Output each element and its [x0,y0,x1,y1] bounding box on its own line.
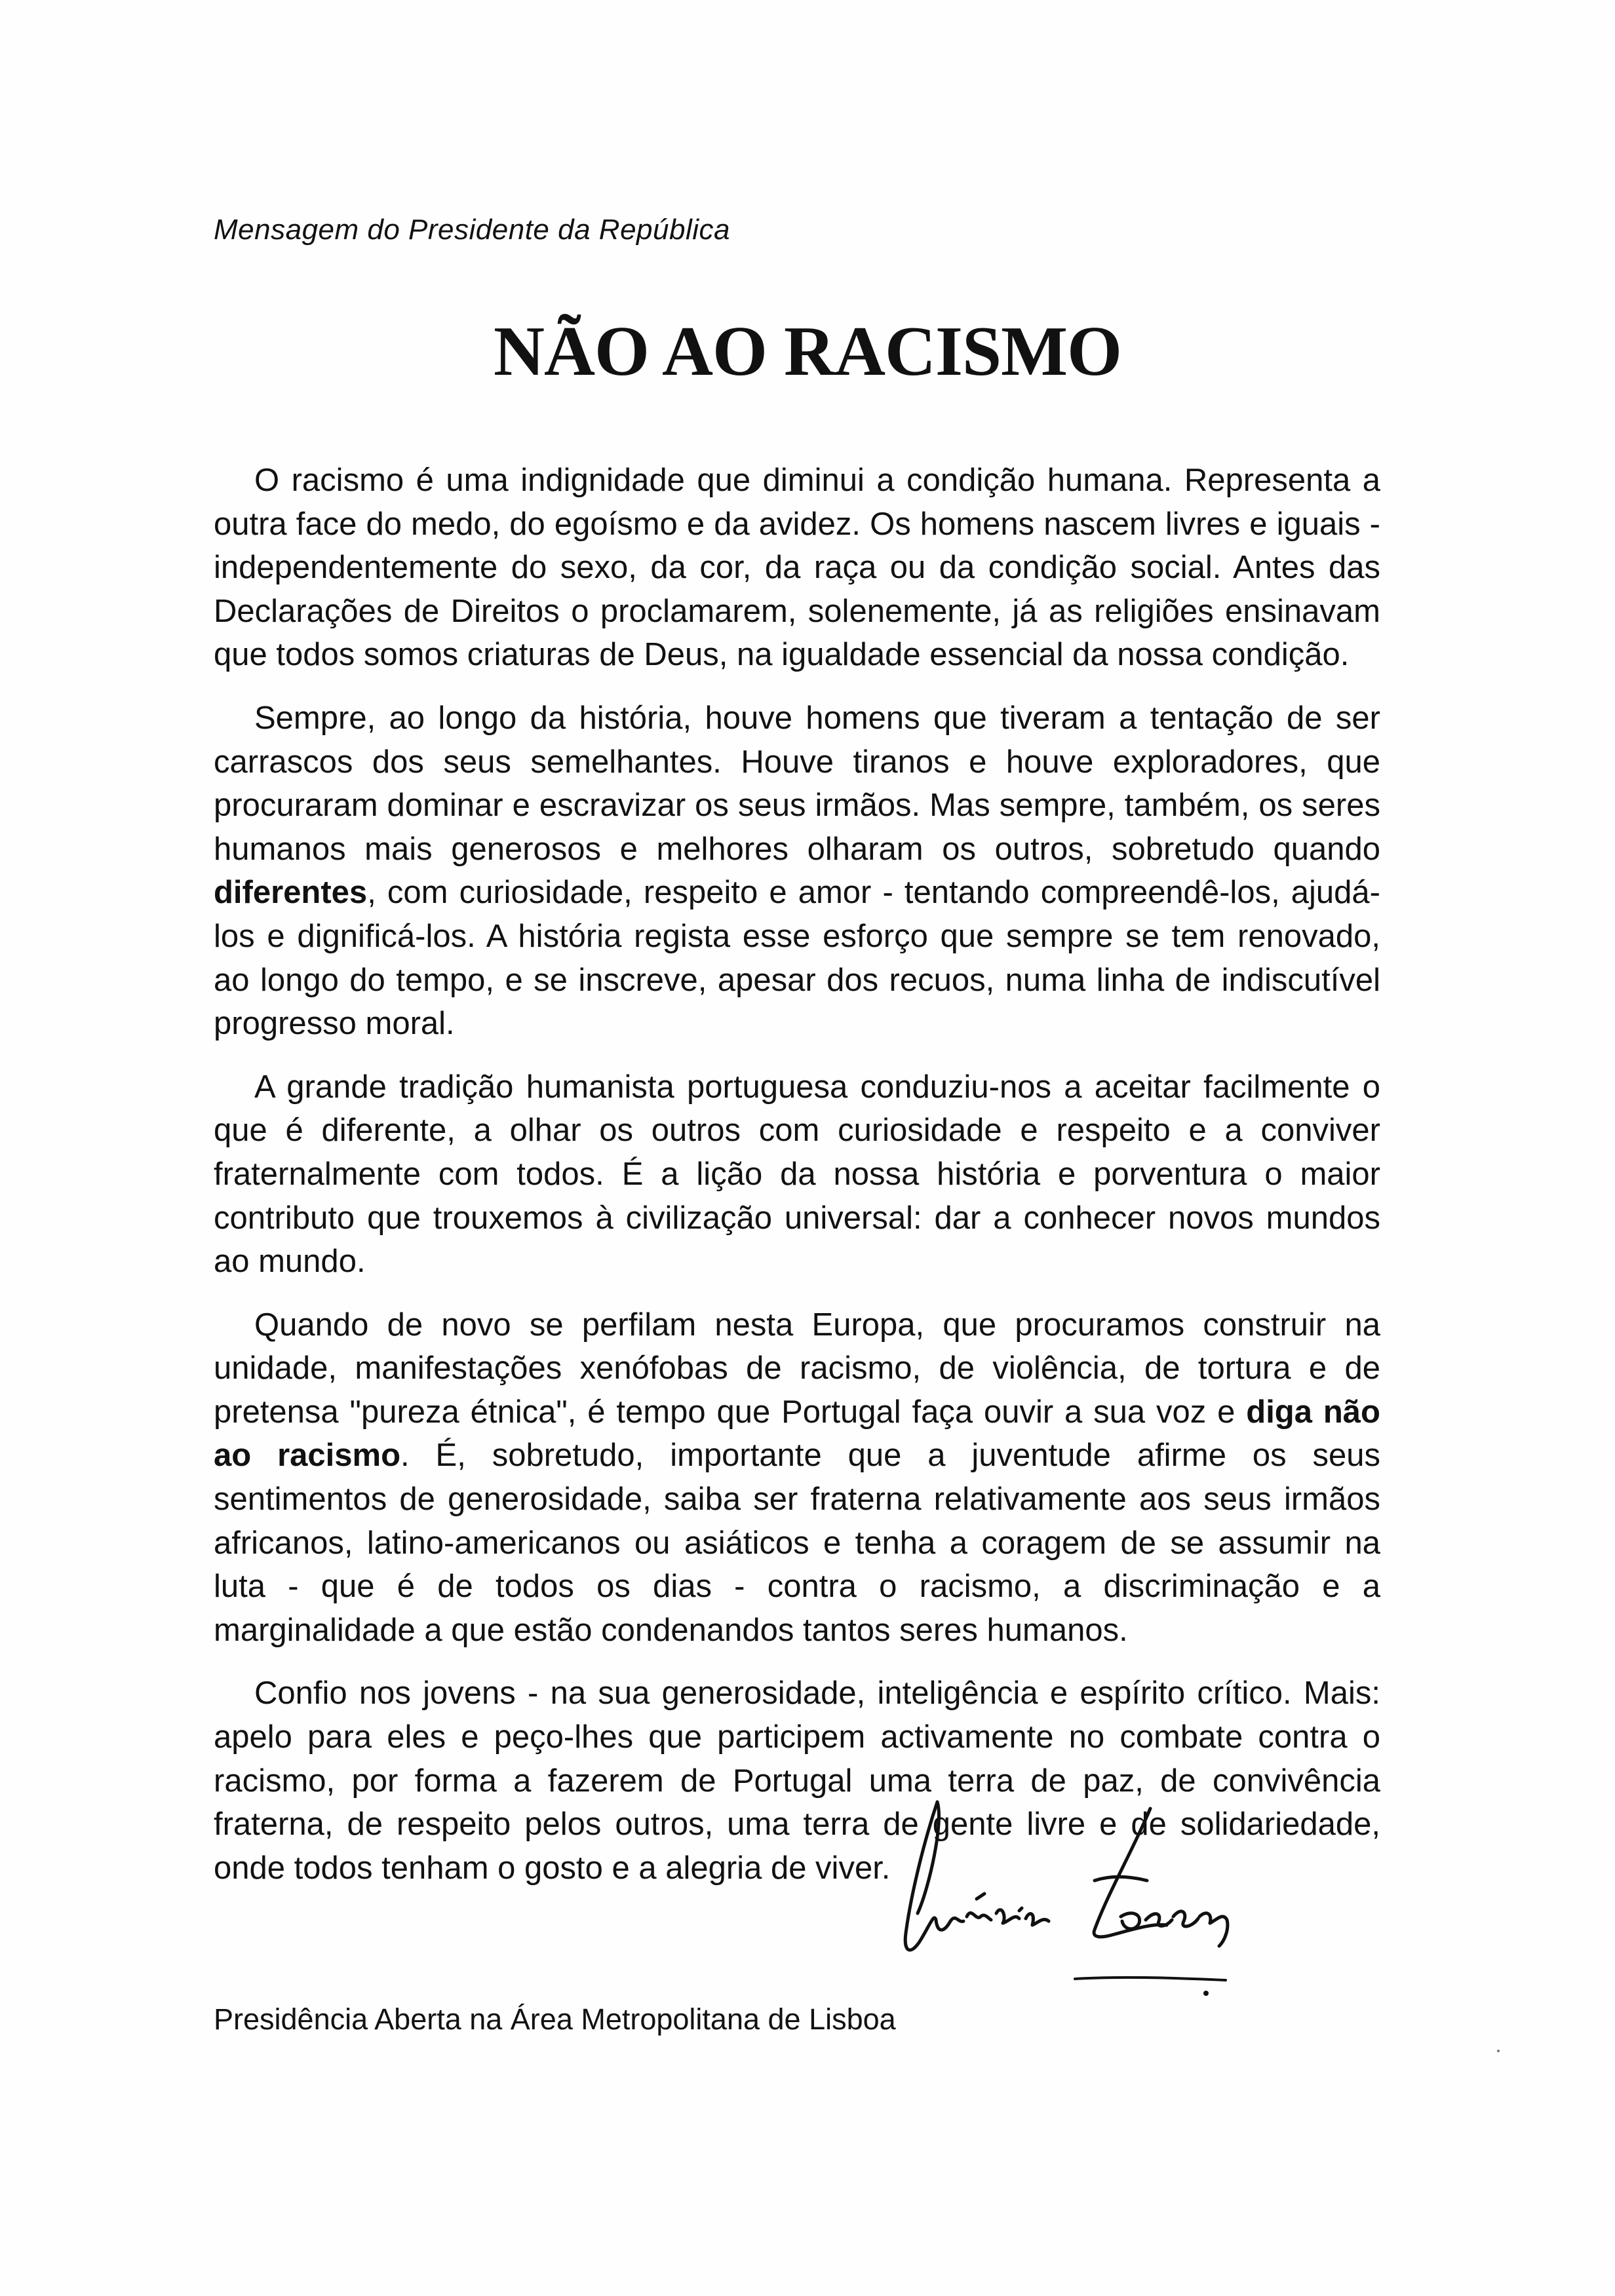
body-paragraph [214,459,1380,677]
paragraph-text: Quando de novo se perfilam nesta Europa, que procuramos construir na unidade, manifestações xenófobas de racismo, de violência, de tortura e de pretensa "pureza étnica", é tempo que Portugal faça ouvir a sua voz e [214,1307,1380,1430]
paragraph-text: Confio nos jovens - na sua generosidade, inteligência e espírito crítico. Mais: apelo para eles e peço-lhes que participem activamente no combate contra o racismo, por forma a fazerem de Portugal uma terra de paz, de convivência fraterna, de respeito pelos outros, uma terra de gente livre e de solidariedade, onde todos tenham o gosto e a alegria de viver. [214,1675,1380,1886]
paragraph-text: Sempre, ao longo da história, houve homens que tiveram a tentação de ser carrascos dos seus semelhantes. Houve tiranos e houve exploradores, que procuraram dominar e escravizar os seus irmãos. Mas sempre, também, os seres humanos mais generosos e melhores olharam os outros, sobretudo quando [214,700,1380,867]
body-paragraph [214,1065,1380,1284]
document-subtitle: Mensagem do Presidente da República [214,214,730,246]
document-footer: Presidência Aberta na Área Metropolitana de Lisboa [214,2002,896,2036]
paragraph-text: , com curiosidade, respeito e amor - tentando compreendê-los, ajudá-los e dignificá-los. A história regista esse esforço que sempre se tem renovado, ao longo do tempo, e se inscreve, apesar dos recuos, numa linha de indiscutível progresso moral. [214,875,1380,1042]
document-title: NÃO AO RACISMO [493,313,1122,391]
paragraph-text: A grande tradição humanista portuguesa conduziu-nos a aceitar facilmente o que é diferente, a olhar os outros com curiosidade e respeito e a conviver fraternalmente com todos. É a lição da nossa história e porventura o maior contributo que trouxemos à civilização universal: dar a conhecer novos mundos ao mundo. [214,1069,1380,1280]
emphasis-text: diferentes [214,875,368,911]
scan-speck [1497,2050,1500,2052]
document-body [214,459,1380,1909]
body-paragraph [214,1303,1380,1653]
paragraph-text: . É, sobretudo, importante que a juventude afirme os seus sentimentos de generosidade, saiba ser fraterna relativamente aos seus irmãos africanos, latino-americanos ou asiáticos e tenha a coragem de se assumir na luta - que é de todos os dias - contra o racismo, a discriminação e a marginalidade a que estão condenandos tantos seres humanos. [214,1438,1381,1648]
emphasis-text: diga não ao racismo [214,1394,1380,1474]
handwritten-signature [898,1782,1278,1999]
paragraph-text: O racismo é uma indignidade que diminui a condição humana. Representa a outra face do medo, do egoísmo e da avidez. Os homens nascem livres e iguais - independentemente do sexo, da cor, da raça ou da condição social. Antes das Declarações de Direitos o proclamarem, solenemente, já as religiões ensinavam que todos somos criaturas de Deus, na igualdade essencial da nossa condição. [214,463,1380,673]
body-paragraph [214,697,1380,1046]
